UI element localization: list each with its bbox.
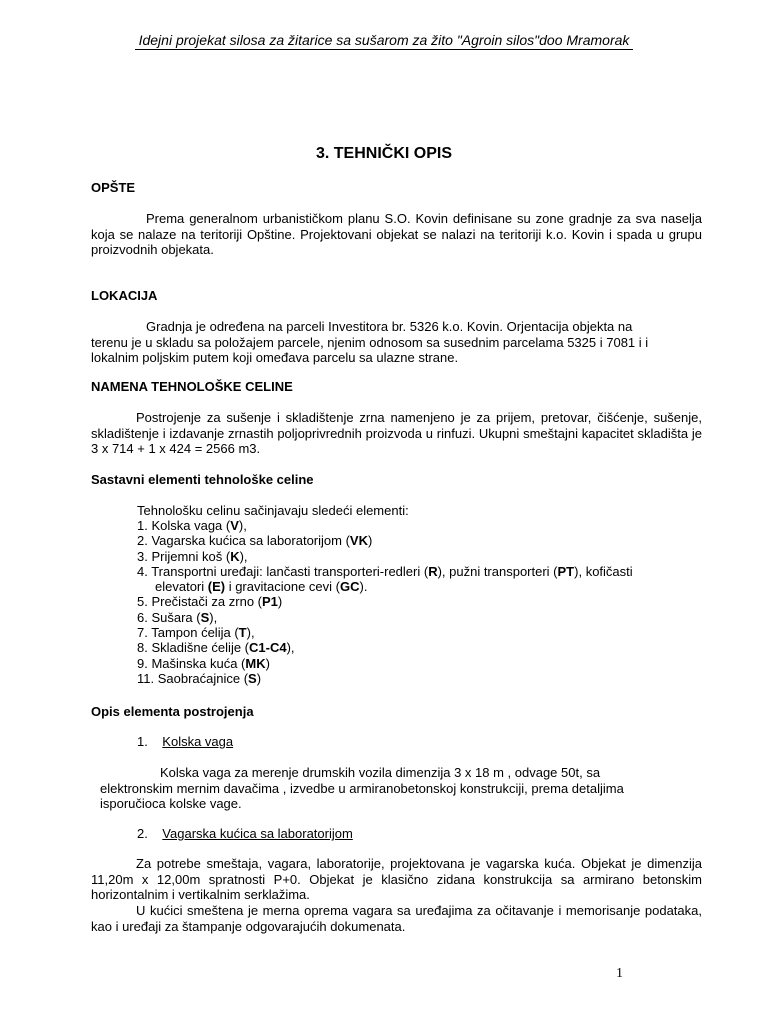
list-item: 3. Prijemni koš (K),: [137, 548, 248, 564]
paragraph-vagarska-2: U kućici smeštena je merna oprema vagara sa uređajima za očitavanje i memorisanje podataka, kao i uređaji za štampanje odgovarajućih dokumenata.: [91, 903, 702, 934]
list-item: 6. Sušara (S),: [137, 609, 218, 625]
paragraph-namena: Postrojenje za sušenje i skladištenje zrna namenjeno je za prijem, pretovar, čišćenje, sušenje, skladištenje i izdavanje zrnastih poljoprivrednih proizvoda u rinfuzi. Ukupni smeštajni kapacitet skladišta je 3 x 714 + 1 x 424 = 2566 m3.: [91, 410, 702, 456]
kolska-vaga-line-3: isporučioca kolske vage.: [100, 796, 242, 811]
list-item: 11. Saobraćajnice (S): [137, 670, 262, 686]
heading-lokacija: LOKACIJA: [91, 288, 158, 303]
header-text: Idejni projekat silosa za žitarice sa sušarom za žito "Agroin silos"doo Mramorak: [135, 32, 634, 50]
kolska-vaga-line-2: elektronskim mernim davačima , izvedbe u armiranobetonskoj konstrukciji, prema detaljima: [100, 780, 624, 796]
elements-list: [137, 518, 717, 686]
subsection-2-heading: 2. Vagarska kućica sa laboratorijom: [137, 826, 353, 841]
section-title: 3. TEHNIČKI OPIS: [315, 145, 453, 162]
list-item: 9. Mašinska kuća (MK): [137, 655, 270, 671]
subsection-2-title: Vagarska kućica sa laboratorijom: [162, 826, 353, 841]
subsection-1-title: Kolska vaga: [162, 734, 234, 749]
heading-sastavni: Sastavni elementi tehnološke celine: [91, 472, 314, 487]
lokacija-line-2: terenu je u skladu sa položajem parcele, njenim odnosom sa susednim parcelama 5325 i 7081 i i: [91, 334, 649, 350]
paragraph-opste: Prema generalnom urbanističkom planu S.O. Kovin definisane su zone gradnje za sva naselja koja se nalaze na teritoriji Opštine. Projektovani objekat se nalazi na teritoriji k.o. Kovin i spada u grupu proizvodnih objekata.: [91, 211, 702, 257]
heading-opis: Opis elementa postrojenja: [91, 704, 254, 719]
paragraph-kolska-vaga: [100, 765, 710, 812]
paragraph-lokacija: [91, 319, 711, 366]
paragraph-vagarska-1: Za potrebe smeštaja, vagara, laboratorije, projektovana je vagarska kuća. Objekat je dimenzija 11,20m x 12,00m spratnosti P+0. Objekat je klasično zidana konstrukcija sa armirano betonskim horizontalnim i vertikalnim serklažima.: [91, 856, 702, 902]
heading-namena: NAMENA TEHNOLOŠKE CELINE: [91, 379, 293, 394]
heading-opste: OPŠTE: [91, 180, 136, 195]
list-item: 8. Skladišne ćelije (C1-C4),: [137, 640, 295, 656]
list-item: 5. Prečistači za zrno (P1): [137, 594, 283, 610]
list-item: 1. Kolska vaga (V),: [137, 518, 247, 533]
list-item: 7. Tampon ćelija (T),: [137, 625, 255, 641]
list-item: 2. Vagarska kućica sa laboratorijom (VK): [137, 533, 373, 549]
lokacija-line-1: Gradnja je određena na parceli Investitora br. 5326 k.o. Kovin. Orjentacija objekta na: [146, 319, 633, 334]
page-header: [0, 32, 768, 50]
kolska-vaga-line-1: Kolska vaga za merenje drumskih vozila dimenzija 3 x 18 m , odvage 50t, sa: [160, 765, 601, 780]
subsection-1-heading: 1. Kolska vaga: [137, 734, 234, 749]
lokacija-line-3: lokalnim poljskim putem koji omeđava parcelu sa ulazne strane.: [91, 350, 459, 365]
list-item-continuation: elevatori (E) i gravitacione cevi (GC).: [155, 579, 368, 595]
list-item: 4. Transportni uređaji: lančasti transporteri-redleri (R), pužni transporteri (PT), kofičasti: [137, 563, 633, 579]
page-number: 1: [616, 966, 623, 981]
sastavni-intro: Tehnološku celinu sačinjavaju sledeći elementi:: [137, 503, 409, 518]
